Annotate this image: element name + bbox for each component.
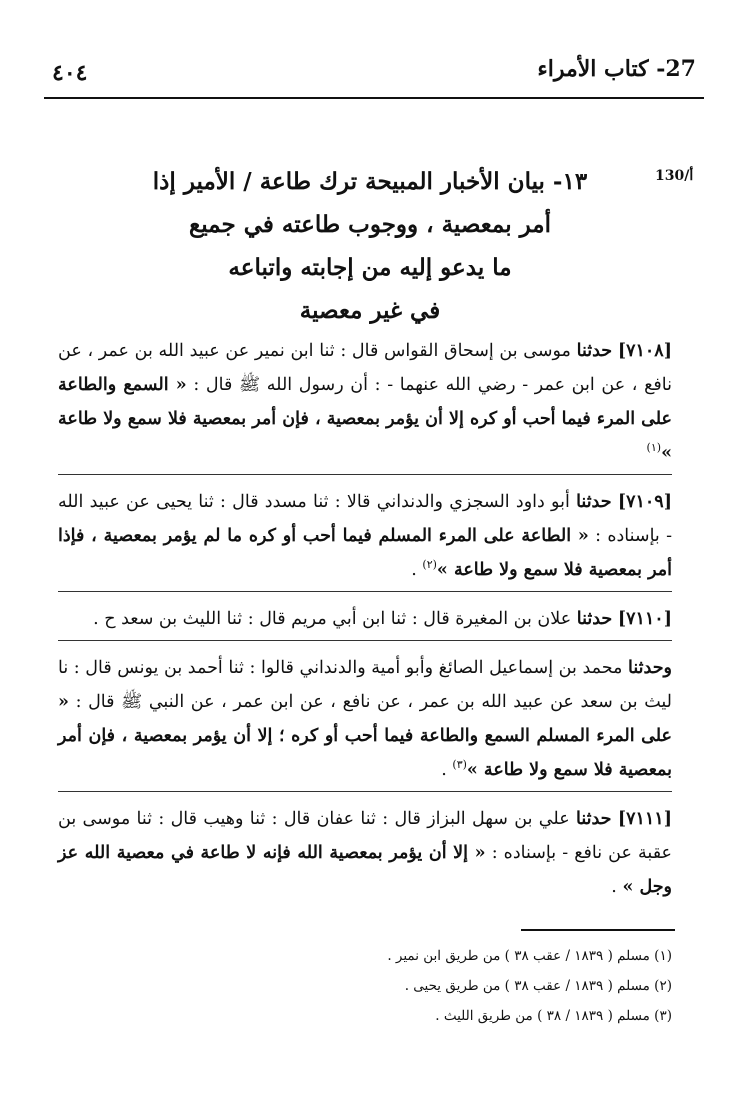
end-mark: .: [441, 760, 447, 780]
footnotes: [112, 941, 672, 1031]
chapter-heading: [110, 160, 630, 332]
isnad-text: أبو داود السجزي والدنداني قالا : ثنا مسدد قال : ثنا يحيى عن عبيد الله - بإسناده :: [58, 492, 672, 546]
hadith-number: [٧١١٠]: [617, 609, 672, 629]
isnad-text: موسى بن إسحاق القواس قال : ثنا ابن نمير عن عبيد الله بن عمر ، عن نافع ، عن ابن عمر - رضي الله عنهما - : أن رسول الله ﷺ قال :: [58, 341, 672, 395]
footnote-item: (٣) مسلم ( ١٨٣٩ / ٣٨ ) من طريق الليث .: [435, 1008, 672, 1024]
heading-line: أمر بمعصية ، ووجوب طاعته في جميع: [188, 211, 551, 238]
hadith-separator: [58, 640, 672, 641]
footnote-ref[interactable]: (٣): [452, 758, 467, 772]
hadith-7108: [58, 334, 672, 470]
hadith-number: [٧١٠٩]: [617, 492, 672, 512]
haddathana-word: حدثنا: [576, 492, 612, 512]
end-mark: .: [411, 560, 417, 580]
haddathana-word: وحدثنا: [628, 658, 672, 678]
footnote-rule: [521, 929, 675, 931]
matn-text: « السمع والطاعة على المرء فيما أحب أو كره إلا أن يؤمر بمعصية ، فإن أمر بمعصية فلا سمع ولا طاعة »: [58, 375, 672, 463]
hadith-7110-second-chain: [58, 651, 672, 787]
matn-text: « الطاعة على المرء المسلم فيما أحب أو كره ما لم يؤمر بمعصية ، فإذا أمر بمعصية فلا سمع ولا طاعة »: [58, 526, 672, 580]
page-number: ٤٠٤: [52, 60, 88, 86]
hadith-separator: [58, 791, 672, 792]
footnote-item: (١) مسلم ( ١٨٣٩ / عقب ٣٨ ) من طريق ابن نمير .: [387, 948, 672, 964]
matn-text: « إلا أن يؤمر بمعصية الله فإنه لا طاعة في معصية الله عز وجل »: [58, 843, 672, 897]
heading-line: في غير معصية: [299, 297, 441, 324]
haddathana-word: حدثنا: [575, 809, 612, 829]
heading-line: ١٣- بيان الأخبار المبيحة ترك طاعة / الأمير إذا: [152, 168, 588, 195]
isnad-text: علي بن سهل البزاز قال : ثنا عفان قال : ثنا وهيب قال : ثنا موسى بن عقبة عن نافع - بإسناده :: [58, 809, 672, 863]
isnad-text: محمد بن إسماعيل الصائغ وأبو أمية والدنداني قالوا : ثنا أحمد بن يونس قال : نا ليث بن سعد عن عبيد الله بن عمر ، عن نافع ، عن ابن عمر ، عن النبي ﷺ قال :: [58, 658, 672, 712]
end-mark: .: [611, 877, 617, 897]
hadith-number: [٧١٠٨]: [617, 341, 672, 361]
running-title: 27- كتاب الأمراء: [537, 56, 696, 82]
hadith-body: [58, 334, 672, 904]
hadith-7111: [58, 802, 672, 904]
header-rule: [44, 97, 704, 99]
hadith-7109: [58, 485, 672, 587]
footnote-item: (٢) مسلم ( ١٨٣٩ / عقب ٣٨ ) من طريق يحيى .: [404, 978, 672, 994]
haddathana-word: حدثنا: [576, 609, 613, 629]
hadith-separator: [58, 591, 672, 592]
heading-line: ما يدعو إليه من إجابته واتباعه: [228, 254, 512, 281]
hadith-number: [٧١١١]: [617, 809, 672, 829]
matn-text: « على المرء المسلم السمع والطاعة فيما أحب أو كره ؛ إلا أن يؤمر بمعصية ، فإن أمر بمعصية فلا سمع ولا طاعة »: [58, 692, 672, 780]
hadith-7110: [58, 602, 672, 636]
isnad-text: علان بن المغيرة قال : ثنا ابن أبي مريم قال : ثنا الليث بن سعد ح .: [93, 609, 572, 629]
manuscript-folio-note: 130/أ: [655, 168, 694, 184]
footnote-ref[interactable]: (١): [646, 441, 662, 455]
haddathana-word: حدثنا: [576, 341, 613, 361]
footnote-ref[interactable]: (٢): [422, 558, 437, 572]
hadith-separator: [58, 474, 672, 475]
